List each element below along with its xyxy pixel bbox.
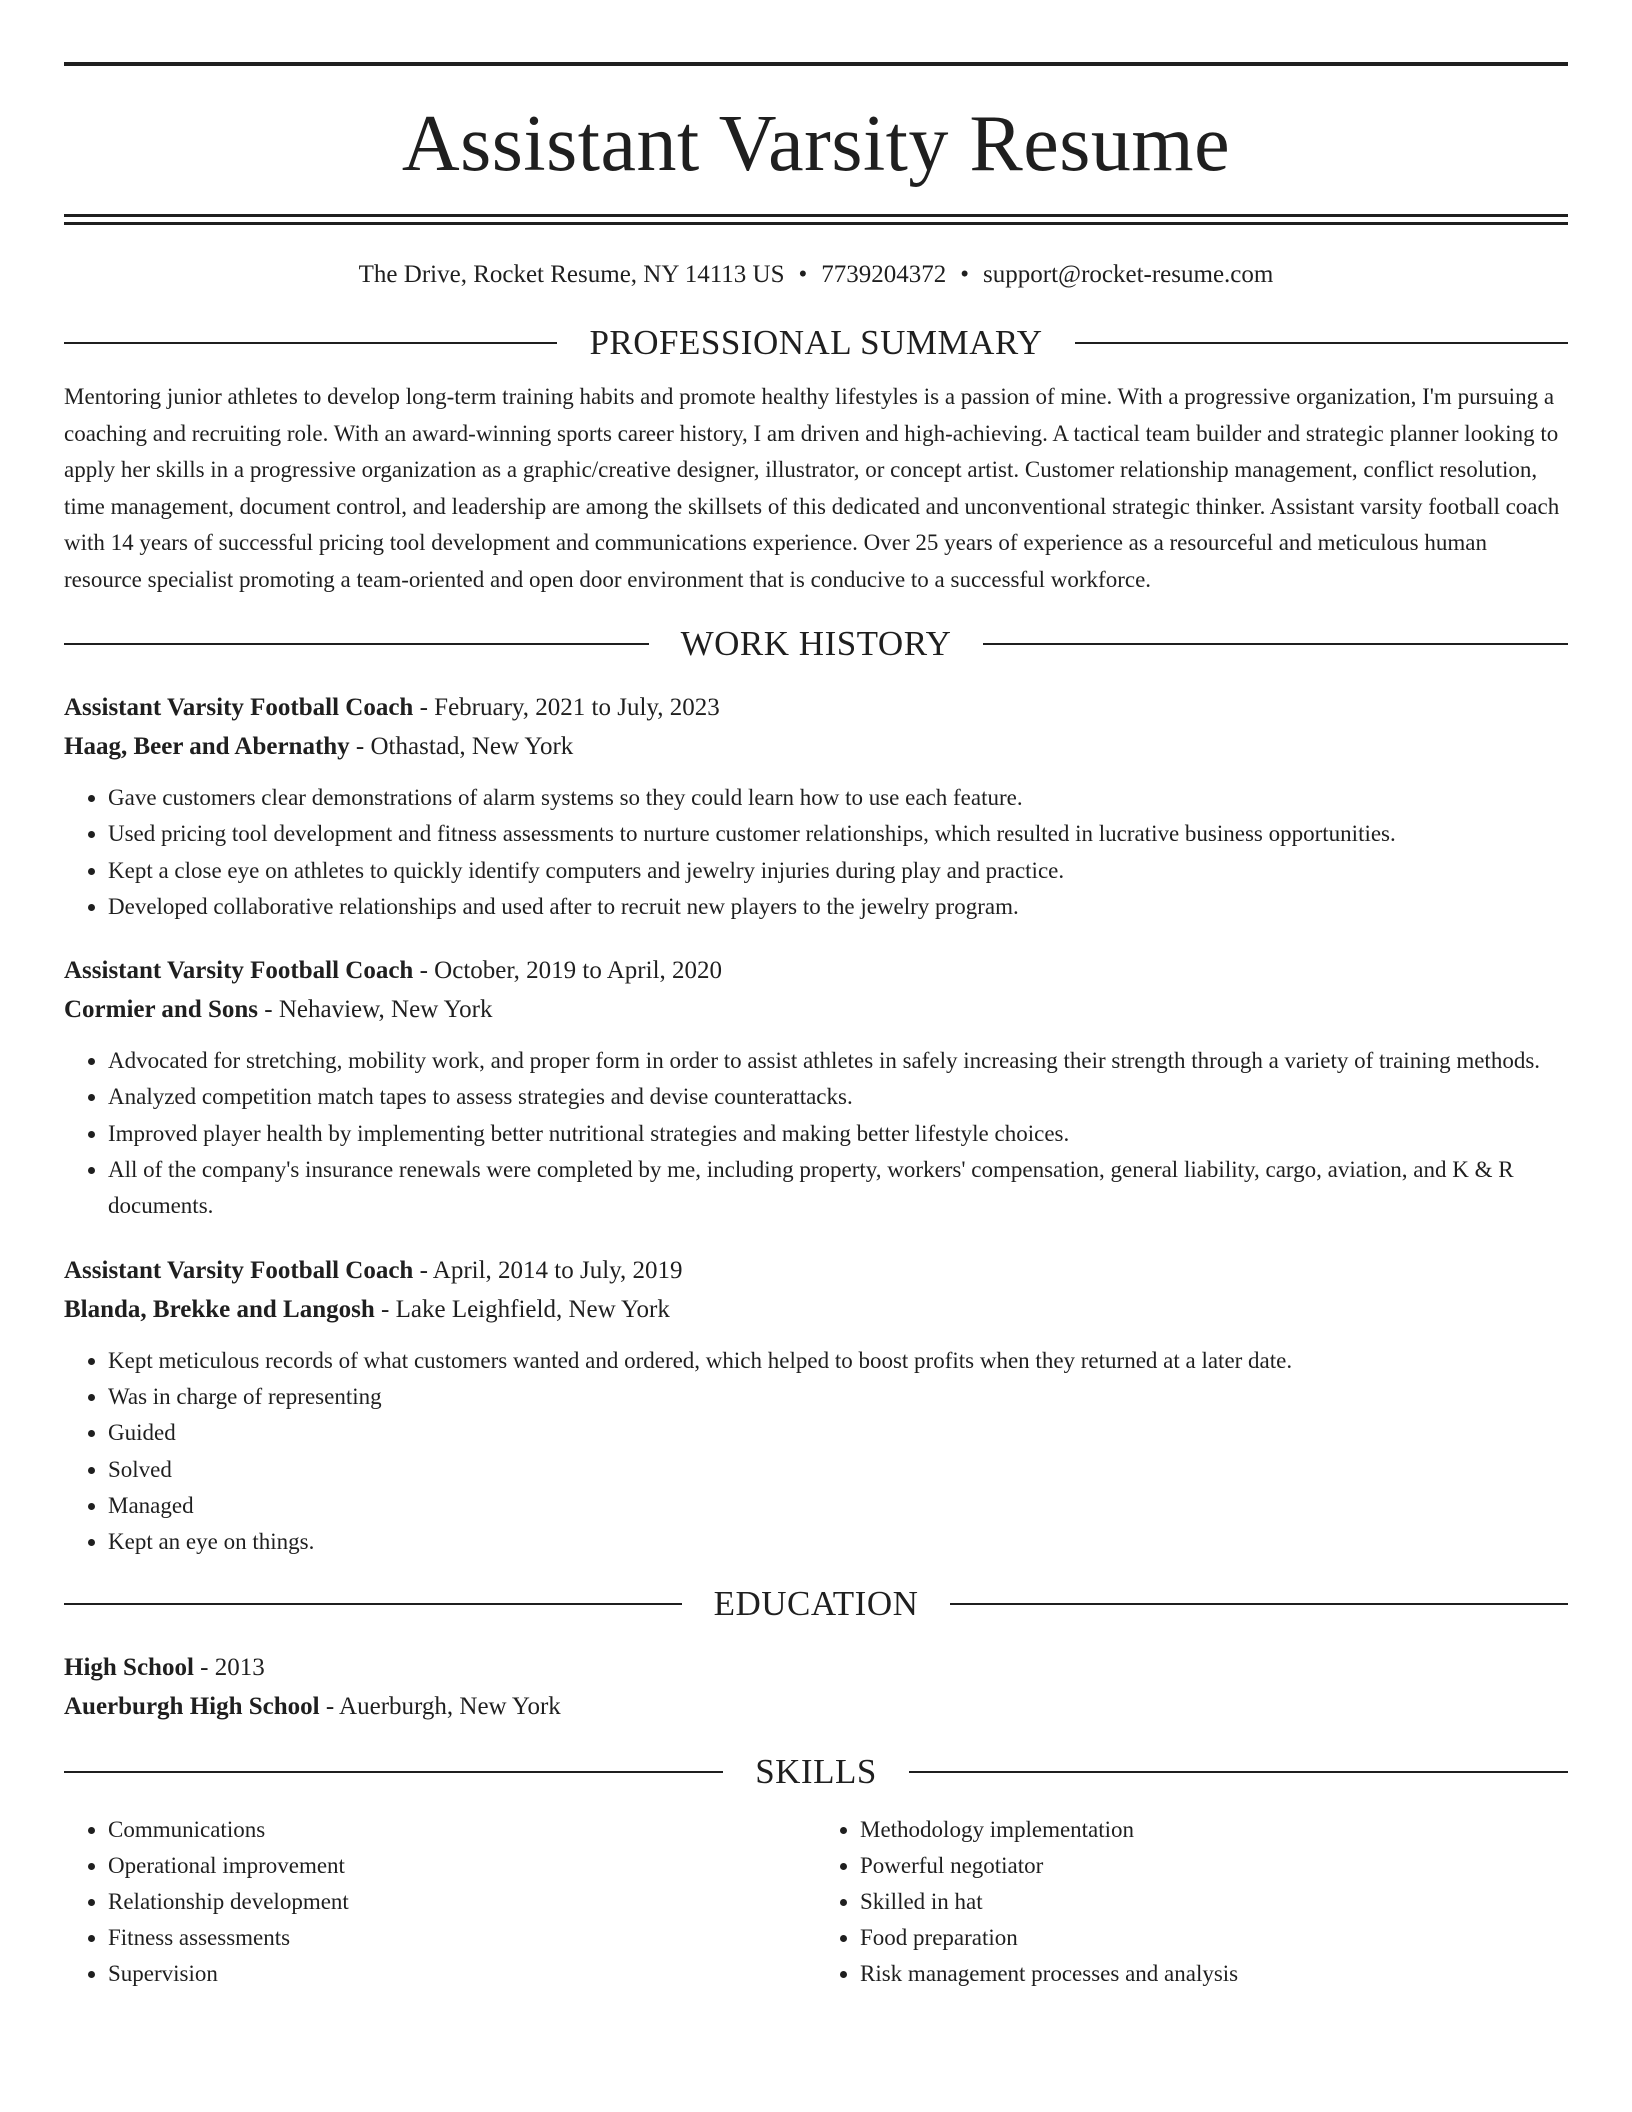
section-rule — [909, 1771, 1568, 1773]
contact-separator: • — [960, 261, 970, 288]
job-bullet: • Solved — [108, 1452, 1568, 1488]
section-rule — [950, 1603, 1568, 1605]
education-school: Auerburgh High School — [64, 1693, 320, 1721]
job-bullets — [64, 780, 1568, 925]
job-dates: - February, 2021 to July, 2023 — [413, 694, 720, 721]
resume-title: Assistant Varsity Resume — [401, 100, 1231, 188]
job-bullet: • All of the company's insurance renewals were completed by me, including property, workers' compensation, general liability, cargo, aviation, and K & R documents. — [108, 1152, 1568, 1225]
skill-item: • Risk management processes and analysis — [860, 1956, 1568, 1992]
education-degree-line — [64, 1648, 1568, 1687]
title-double-rule — [64, 214, 1568, 225]
job-dates: - April, 2014 to July, 2019 — [413, 1256, 683, 1284]
resume-page — [64, 62, 1568, 1992]
job-bullet: • Gave customers clear demonstrations of alarm systems so they could learn how to use each feature. — [108, 780, 1568, 816]
job-company-line — [64, 990, 1568, 1029]
job-company: Cormier and Sons — [64, 996, 259, 1024]
contact-email: support@rocket-resume.com — [983, 261, 1274, 288]
contact-separator: • — [798, 261, 808, 288]
skill-item: • Operational improvement — [108, 1848, 816, 1884]
section-header-summary — [64, 321, 1568, 365]
section-title-education: EDUCATION — [713, 1584, 919, 1624]
job-company: Haag, Beer and Abernathy — [64, 733, 350, 760]
summary-text: Mentoring junior athletes to develop long-term training habits and promote healthy lifestyles is a passion of mine. With a progressive organization, I'm pursuing a coaching and recruiting role. With an award-winning sports career history, I am driven and high-achieving. A tactical team builder and strategic planner looking to apply her skills in a progressive organization as a graphic/creative designer, illustrator, or concept artist. Customer relationship management, conflict resolution, time management, document control, and leadership are among the skillsets of this dedicated and unconventional strategic thinker. Assistant varsity football coach with 14 years of successful pricing tool development and communications experience. Over 25 years of experience as a resourceful and meticulous human resource specialist promoting a team-oriented and open door environment that is conducive to a successful workforce. — [64, 384, 1560, 592]
contact-phone: 7739204372 — [821, 261, 947, 288]
section-rule — [64, 1771, 723, 1773]
education-entry — [64, 1648, 1568, 1726]
skill-item: • Food preparation — [860, 1920, 1568, 1956]
job-location: - Nehaview, New York — [258, 996, 493, 1024]
contact-address: The Drive, Rocket Resume, NY 14113 US — [358, 261, 785, 288]
job-company-line — [64, 727, 1568, 766]
job-title-line — [64, 951, 1568, 990]
skill-item: • Supervision — [108, 1956, 816, 1992]
skill-item: • Methodology implementation — [860, 1812, 1568, 1848]
section-header-work — [64, 622, 1568, 666]
job-company: Blanda, Brekke and Langosh — [64, 1295, 375, 1323]
job-bullet: • Developed collaborative relationships and used after to recruit new players to the jewelry program. — [108, 889, 1568, 925]
skill-item: • Relationship development — [108, 1884, 816, 1920]
education-school-line — [64, 1687, 1568, 1726]
job-bullet: • Managed — [108, 1488, 1568, 1524]
job-bullet: • Kept a close eye on athletes to quickly identify computers and jewelry injuries during play and practice. — [108, 853, 1568, 889]
section-rule — [983, 643, 1568, 645]
skills-list-left — [64, 1812, 816, 1992]
section-rule — [1075, 342, 1568, 344]
section-header-education — [64, 1582, 1568, 1626]
job-title: Assistant Varsity Football Coach — [64, 1256, 414, 1284]
education-year: - 2013 — [193, 1654, 265, 1682]
section-title-work: WORK HISTORY — [680, 624, 952, 663]
job-bullet: • Advocated for stretching, mobility work, and proper form in order to assist athletes in safely increasing their strength through a variety of training methods. — [108, 1043, 1568, 1079]
work-history-list — [64, 688, 1568, 1560]
job-bullet: • Was in charge of representing — [108, 1379, 1568, 1415]
job-entry — [64, 1251, 1568, 1561]
section-title-skills: SKILLS — [755, 1752, 877, 1792]
skill-item: • Fitness assessments — [108, 1920, 816, 1956]
skill-item: • Skilled in hat — [860, 1884, 1568, 1920]
job-title: Assistant Varsity Football Coach — [64, 694, 414, 721]
section-rule — [64, 1603, 682, 1605]
job-bullet: • Kept an eye on things. — [108, 1524, 1568, 1560]
section-title-summary: PROFESSIONAL SUMMARY — [589, 323, 1043, 362]
job-bullet: • Improved player health by implementing better nutritional strategies and making better lifestyle choices. — [108, 1116, 1568, 1152]
skill-item: • Communications — [108, 1812, 816, 1848]
section-rule — [64, 342, 557, 344]
job-location: - Lake Leighfield, New York — [374, 1295, 670, 1323]
skill-item: • Powerful negotiator — [860, 1848, 1568, 1884]
education-degree: High School — [64, 1654, 194, 1682]
job-bullet: • Kept meticulous records of what customers wanted and ordered, which helped to boost profits when they returned at a later date. — [108, 1343, 1568, 1379]
job-title: Assistant Varsity Football Coach — [64, 957, 414, 985]
job-title-line — [64, 1251, 1568, 1290]
section-rule — [64, 643, 649, 645]
job-location: - Othastad, New York — [349, 733, 574, 760]
job-title-line — [64, 688, 1568, 727]
section-header-skills — [64, 1750, 1568, 1794]
job-bullet: • Used pricing tool development and fitness assessments to nurture customer relationships, which resulted in lucrative business opportunities. — [108, 816, 1568, 852]
contact-line — [64, 259, 1568, 291]
job-company-line — [64, 1290, 1568, 1329]
skills-list-right — [816, 1812, 1568, 1992]
job-entry — [64, 688, 1568, 925]
education-location: - Auerburgh, New York — [319, 1693, 561, 1721]
job-dates: - October, 2019 to April, 2020 — [413, 957, 723, 985]
job-entry — [64, 951, 1568, 1224]
skills-columns — [64, 1812, 1568, 1992]
job-bullets — [64, 1043, 1568, 1224]
job-bullet: • Analyzed competition match tapes to assess strategies and devise counterattacks. — [108, 1079, 1568, 1115]
top-rule — [64, 62, 1568, 66]
job-bullets — [64, 1343, 1568, 1561]
job-bullet: • Guided — [108, 1415, 1568, 1451]
